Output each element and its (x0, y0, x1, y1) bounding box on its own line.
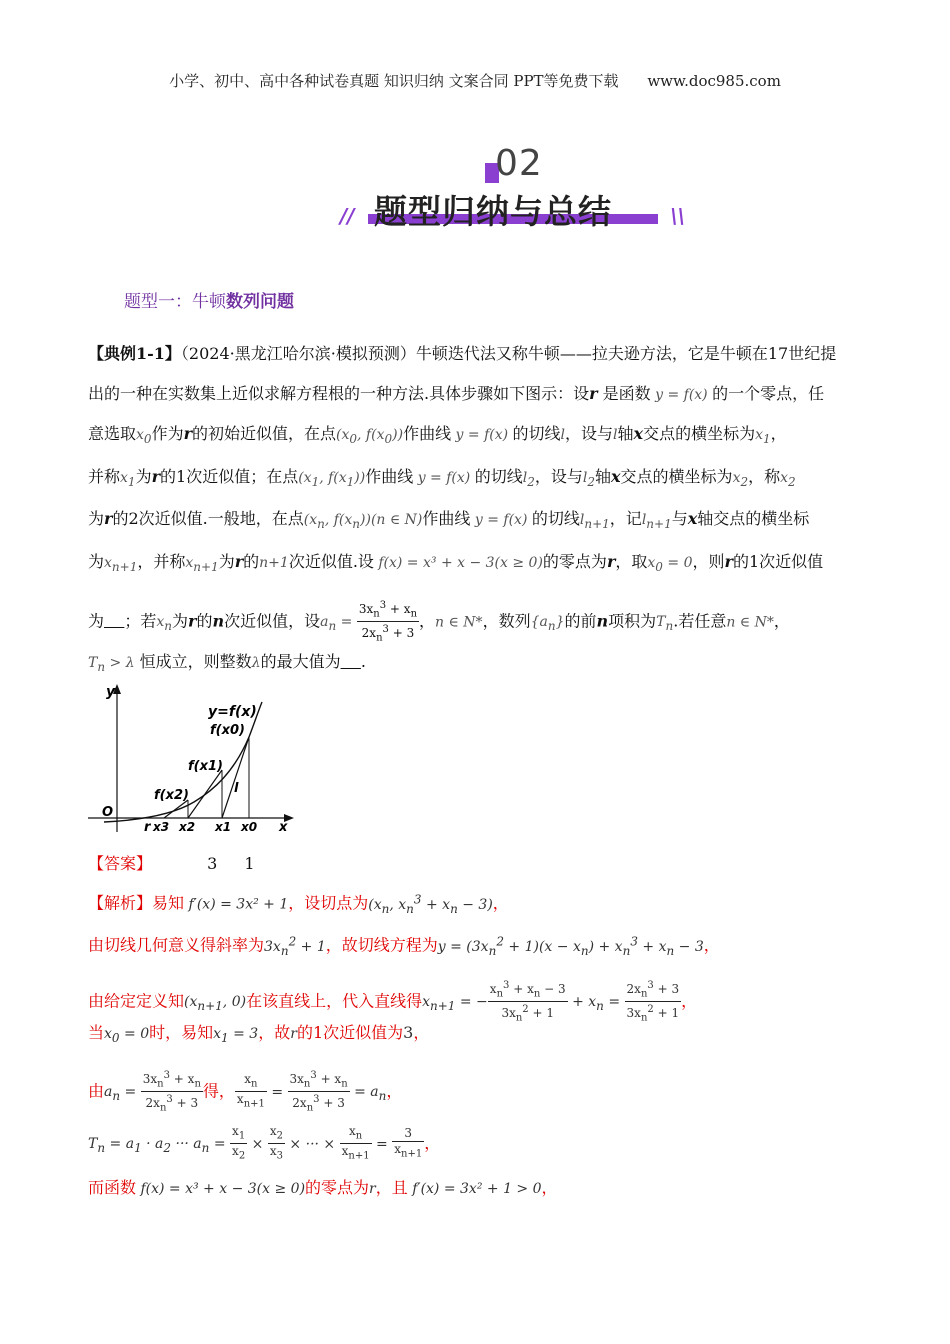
section-title (340, 188, 685, 231)
section-deco-left: // (340, 204, 355, 228)
problem-line-7: 为 ；若$x_n$为r的n次近似值，设$a_n$ = $\frac{3x_n^3 + x_n}{2x_n^3 + 3}$ ，n ∈ N*，数列$\{a_n\}$的前n项积为$T_n$.若任意n ∈ N*， (88, 600, 790, 644)
section-deco-right: \\ (670, 204, 685, 228)
page-header (0, 70, 950, 91)
label-yfx: y=f(x) (208, 704, 257, 720)
label-origin: O (102, 805, 114, 820)
problem-text-4: 的一个零点，任 (712, 384, 825, 403)
topic-prefix: 题型一：牛顿 (124, 292, 226, 312)
answer-value-2: 1 (244, 854, 255, 873)
tangent-0 (222, 737, 249, 818)
label-x2: x2 (179, 820, 196, 834)
problem-source: （2024·黑龙江哈尔滨·模拟预测） (180, 344, 416, 363)
analysis-line-7: 而函数 f(x) = x³ + x − 3(x ≥ 0)的零点为r，且 f′(x) = 3x² + 1 > 0， (88, 1178, 558, 1197)
analysis-line-4: 当$x_0 = 0$时，易知$x_1 = 3$，故r的1次近似值为3， (88, 1023, 430, 1045)
answer-label: 【答案】 (88, 854, 153, 873)
problem-text-1: 牛顿迭代法又称牛顿——拉夫逊方法，它是牛顿在17世纪提 (415, 344, 837, 363)
analysis-label: 【解析】 (88, 893, 153, 913)
label-fx2: f(x2) (154, 788, 189, 803)
topic-bold: 数列问题 (226, 292, 294, 312)
problem-line-2: 出的一种在实数集上近似求解方程根的一种方法.具体步骤如下图示：设r 是函数 y = f(x) 的一个零点，任 (88, 384, 825, 403)
problem-line-4: 并称$x_1$为r的1次近似值；在点($x_1$, $f(x_1)$)作曲线 y = f(x) 的切线$l_2$，设与$l_2$轴x交点的横坐标为$x_2$，称$x_2$ (88, 467, 796, 489)
section-number (485, 143, 555, 187)
tangent-1 (188, 770, 222, 818)
analysis-line-2: 由切线几何意义得斜率为$3x_n^2 + 1$，故切线方程为$y = (3x_n^2 + 1)(x - x_n) + x_n^3 + x_n - 3$， (88, 934, 720, 958)
answer-line (88, 853, 868, 875)
problem-line-6: 为$x_{n+1}$，并称$x_{n+1}$为r的n+1次近似值.设 f(x) = x³ + x − 3(x ≥ 0)的零点为r，取$x_0 = 0$，则r的1次近似值 (88, 552, 824, 574)
label-y: y (106, 684, 116, 700)
analysis-line-6: $T_n = a_1 \cdot a_2$ ··· $a_n$ = $\frac{x_1}{x_2}$ × $\frac{x_2}{x_3}$ × ··· × $\frac{x_n}{x_{n+1}}$ = $\frac{3}{x_{n+1}}$ ， (88, 1124, 441, 1162)
newton-graph (84, 682, 304, 842)
label-x3: x3 (153, 820, 170, 834)
analysis-line-3: 由给定定义知($x_{n+1}$, 0)在该直线上，代入直线得$x_{n+1}$ = − $\frac{x_n^3 + x_n - 3}{3x_n^2 + 1}$ + $x_n$ = $\frac{2x_n^3 + 3}{3x_n^2 + 1}$ ， (88, 980, 698, 1024)
label-x: x (279, 820, 288, 835)
problem-text-2: 出的一种在实数集上近似求解方程根的一种方法.具体步骤如下图示：设 (88, 384, 590, 403)
label-r: r (144, 820, 151, 835)
analysis-line-5: 由$a_n$ = $\frac{3x_n^3 + x_n}{2x_n^3 + 3}$ 得， $\frac{x_n}{x_{n+1}}$ = $\frac{3x_n^3 + x_n}{2x_n^3 + 3}$ = $a_n$， (88, 1070, 403, 1114)
label-x1: x1 (215, 820, 232, 834)
header-site[interactable]: www.doc985.com (647, 72, 781, 90)
section-number-text: 02 (495, 143, 543, 184)
problem-tag: 【典例1-1】 (88, 344, 181, 363)
section-title-text: 题型归纳与总结 (374, 192, 612, 231)
header-text: 小学、初中、高中各种试卷真题 知识归纳 文案合同 PPT等免费下载 (169, 72, 619, 90)
problem-line-8: $T_n > \lambda$ 恒成立，则整数λ的最大值为 . (88, 652, 367, 674)
label-fx0: f(x0) (210, 723, 245, 738)
problem-line-5: 为r的2次近似值.一般地，在点($x_n$, $f(x_n))(n$ ∈ N)作曲线 y = f(x) 的切线$l_{n+1}$，记$l_{n+1}$与x轴交点的横坐标 (88, 509, 810, 531)
problem-line-1 (88, 343, 868, 365)
label-fx1: f(x1) (188, 759, 223, 774)
label-l: l (234, 781, 239, 796)
label-x0: x0 (241, 820, 258, 834)
answer-value-1: 3 (207, 854, 218, 873)
problem-line-3: 意选取$x_0$作为r的初始近似值，在点($x_0$, $f(x_0)$)作曲线 y = f(x) 的切线l，设与l轴x交点的横坐标为$x_1$， (88, 424, 787, 446)
problem-text-3: 是函数 (602, 384, 651, 403)
topic-heading (124, 287, 294, 312)
analysis-line-1: 【解析】易知 f′(x) = 3x² + 1，设切点为($x_n$, $x_n^3 + x_n - 3$)， (88, 892, 509, 916)
